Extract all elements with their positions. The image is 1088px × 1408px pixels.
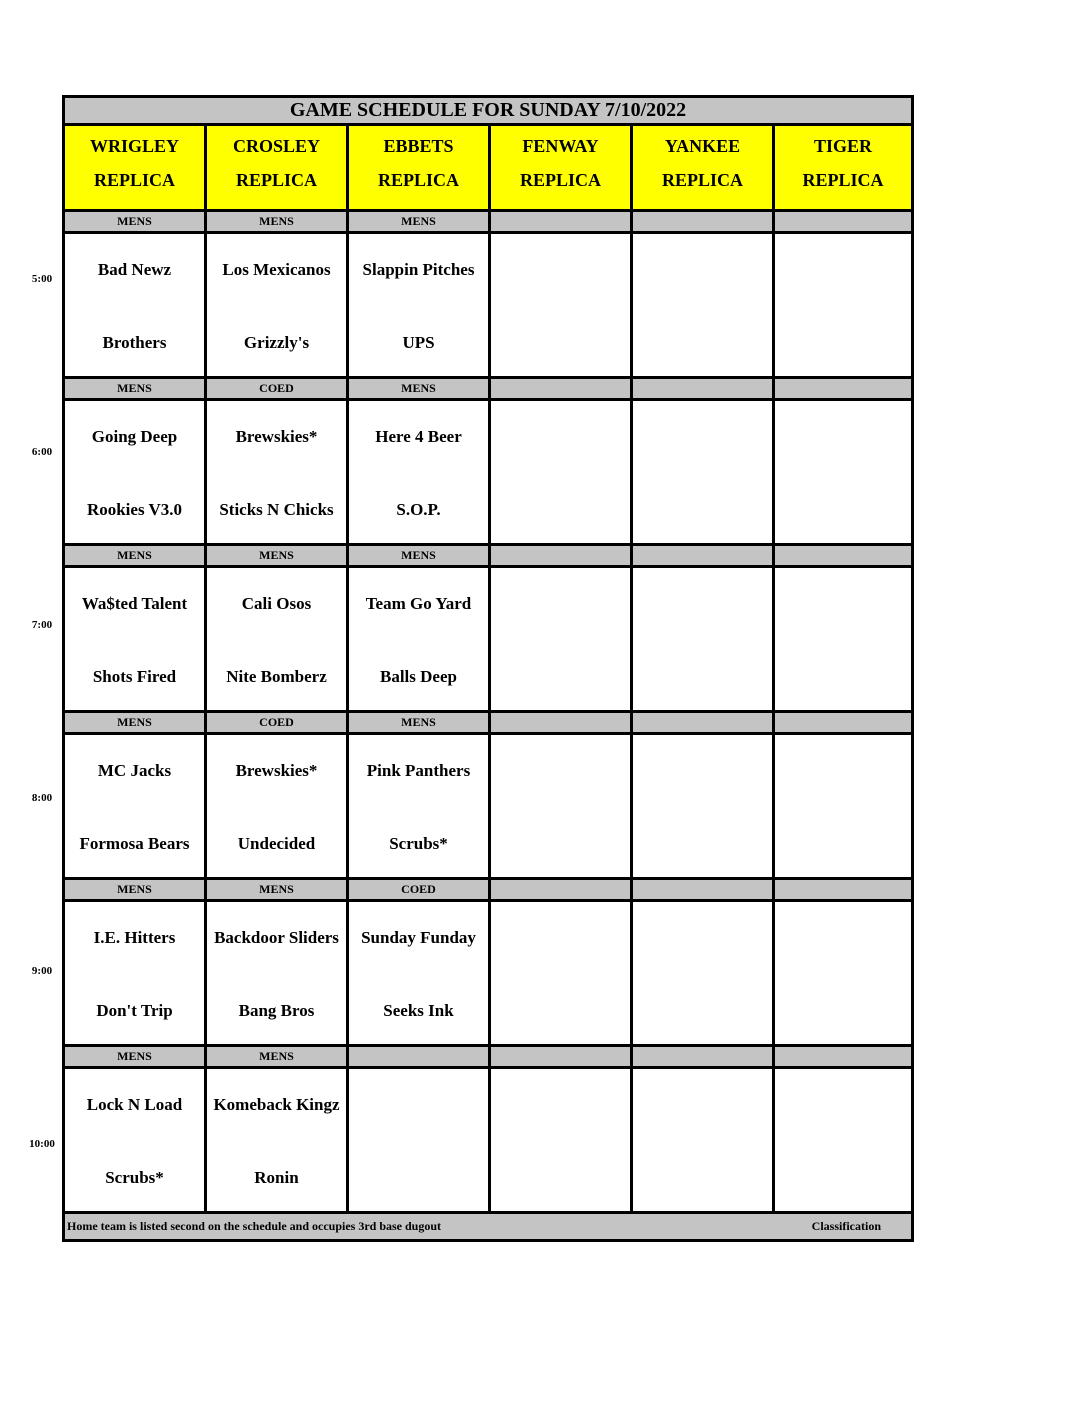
away-team: Slappin Pitches [362,260,475,279]
game-cell [65,401,207,546]
schedule-title: GAME SCHEDULE FOR SUNDAY 7/10/2022 [65,98,911,126]
home-team: Balls Deep [380,667,457,686]
classification-cell [633,713,775,735]
classification-cell [491,713,633,735]
field-name: TIGER [813,136,873,156]
game-row [65,401,911,546]
classification-row [65,1047,911,1069]
home-team: Sticks N Chicks [219,500,334,519]
game-cell [775,568,911,713]
home-team: Nite Bomberz [226,667,327,686]
field-header-tiger [775,126,911,212]
home-team: Grizzly's [243,333,310,352]
game-row [65,1069,911,1214]
game-cell [65,568,207,713]
field-type: REPLICA [519,170,601,190]
classification-row [65,880,911,902]
away-team: Lock N Load [86,1095,183,1114]
game-cell [207,401,349,546]
field-type: REPLICA [235,170,317,190]
game-cell [65,234,207,379]
game-cell [491,902,633,1047]
classification-cell: MENS [349,713,491,735]
classification-cell: MENS [65,1047,207,1069]
time-label: 9:00 [31,965,53,977]
field-name: YANKEE [664,136,741,156]
classification-row [65,713,911,735]
home-team: Scrubs* [105,1168,164,1187]
time-label: 10:00 [29,1138,55,1150]
home-team: Bang Bros [238,1001,315,1020]
field-header-row [65,126,911,212]
game-cell [207,902,349,1047]
home-team: UPS [402,333,435,352]
classification-cell: MENS [207,880,349,902]
classification-cell [491,212,633,234]
home-team-note: Home team is listed second on the schedule and occupies 3rd base dugout [67,1219,442,1233]
game-cell [491,401,633,546]
classification-row [65,379,911,401]
away-team: Brewskies* [235,427,318,446]
game-cell [207,1069,349,1214]
game-cell [775,401,911,546]
game-cell [349,1069,491,1214]
game-row [65,735,911,880]
away-team: Backdoor Sliders [214,928,339,947]
away-team: MC Jacks [97,761,172,780]
time-label: 8:00 [31,792,53,804]
classification-cell: MENS [65,546,207,568]
classification-cell [491,1047,633,1069]
field-header-fenway [491,126,633,212]
home-team: S.O.P. [396,500,441,519]
away-team: I.E. Hitters [93,928,176,947]
away-team: Sunday Funday [361,928,476,947]
footer-bar [65,1214,911,1239]
away-team: Team Go Yard [365,594,472,613]
game-cell [65,902,207,1047]
game-cell [633,902,775,1047]
game-cell [349,568,491,713]
field-type: REPLICA [661,170,743,190]
game-cell [491,735,633,880]
classification-cell: MENS [207,546,349,568]
classification-cell [349,1047,491,1069]
game-cell [491,568,633,713]
game-cell [349,401,491,546]
away-team: Going Deep [91,427,178,446]
game-row [65,234,911,379]
home-team: Rookies V3.0 [86,500,183,519]
away-team: Brewskies* [235,761,318,780]
field-type: REPLICA [802,170,884,190]
away-team: Komeback Kingz [213,1095,340,1114]
classification-cell: COED [349,880,491,902]
game-cell [349,234,491,379]
classification-cell [775,546,911,568]
time-label: 6:00 [31,446,53,458]
classification-cell: MENS [65,379,207,401]
classification-cell [775,212,911,234]
classification-cell: MENS [349,379,491,401]
classification-cell: COED [207,713,349,735]
classification-cell [633,1047,775,1069]
classification-cell: MENS [207,1047,349,1069]
field-type: REPLICA [93,170,175,190]
game-cell [491,234,633,379]
home-team: Seeks Ink [383,1001,454,1020]
classification-cell [775,1047,911,1069]
classification-cell [633,880,775,902]
classification-cell [491,546,633,568]
game-cell [633,568,775,713]
game-cell [65,1069,207,1214]
field-type: REPLICA [377,170,459,190]
game-cell [207,735,349,880]
field-header-ebbets [349,126,491,212]
time-label: 5:00 [31,273,53,285]
away-team: Cali Osos [241,594,312,613]
field-name: FENWAY [522,136,599,156]
classification-cell [491,880,633,902]
away-team: Los Mexicanos [222,260,331,279]
game-cell [349,902,491,1047]
home-team: Undecided [237,834,316,853]
classification-cell: MENS [65,212,207,234]
game-cell [633,735,775,880]
game-cell [775,1069,911,1214]
classification-cell: MENS [65,713,207,735]
game-cell [775,902,911,1047]
away-team: Bad Newz [97,260,172,279]
game-row [65,568,911,713]
game-cell [349,735,491,880]
field-header-crosley [207,126,349,212]
classification-cell: MENS [65,880,207,902]
away-team: Pink Panthers [366,761,471,780]
game-cell [207,234,349,379]
game-cell [633,1069,775,1214]
classification-cell [775,713,911,735]
classification-row [65,212,911,234]
classification-cell [775,379,911,401]
game-cell [207,568,349,713]
field-header-wrigley [65,126,207,212]
home-team: Formosa Bears [79,834,190,853]
game-cell [65,735,207,880]
home-team: Ronin [254,1168,299,1187]
game-row [65,902,911,1047]
field-name: CROSLEY [232,136,321,156]
classification-cell [491,379,633,401]
field-name: EBBETS [383,136,454,156]
time-slots [65,212,911,1214]
classification-row [65,546,911,568]
home-team: Brothers [102,333,167,352]
classification-cell [775,880,911,902]
game-cell [775,735,911,880]
home-team: Shots Fired [92,667,177,686]
classification-legend: Classification [811,1219,881,1233]
game-cell [775,234,911,379]
game-cell [491,1069,633,1214]
home-team: Don't Trip [96,1001,173,1020]
classification-cell [633,546,775,568]
classification-cell: MENS [349,212,491,234]
home-team: Scrubs* [389,834,448,853]
away-team: Wa$ted Talent [81,594,188,613]
classification-cell: MENS [207,212,349,234]
game-cell [633,234,775,379]
classification-cell [633,212,775,234]
classification-cell: MENS [349,546,491,568]
away-team: Here 4 Beer [375,427,462,446]
field-header-yankee [633,126,775,212]
classification-cell: COED [207,379,349,401]
game-schedule-table [62,95,914,1242]
classification-cell [633,379,775,401]
game-cell [633,401,775,546]
time-label: 7:00 [31,619,53,631]
field-name: WRIGLEY [89,136,179,156]
